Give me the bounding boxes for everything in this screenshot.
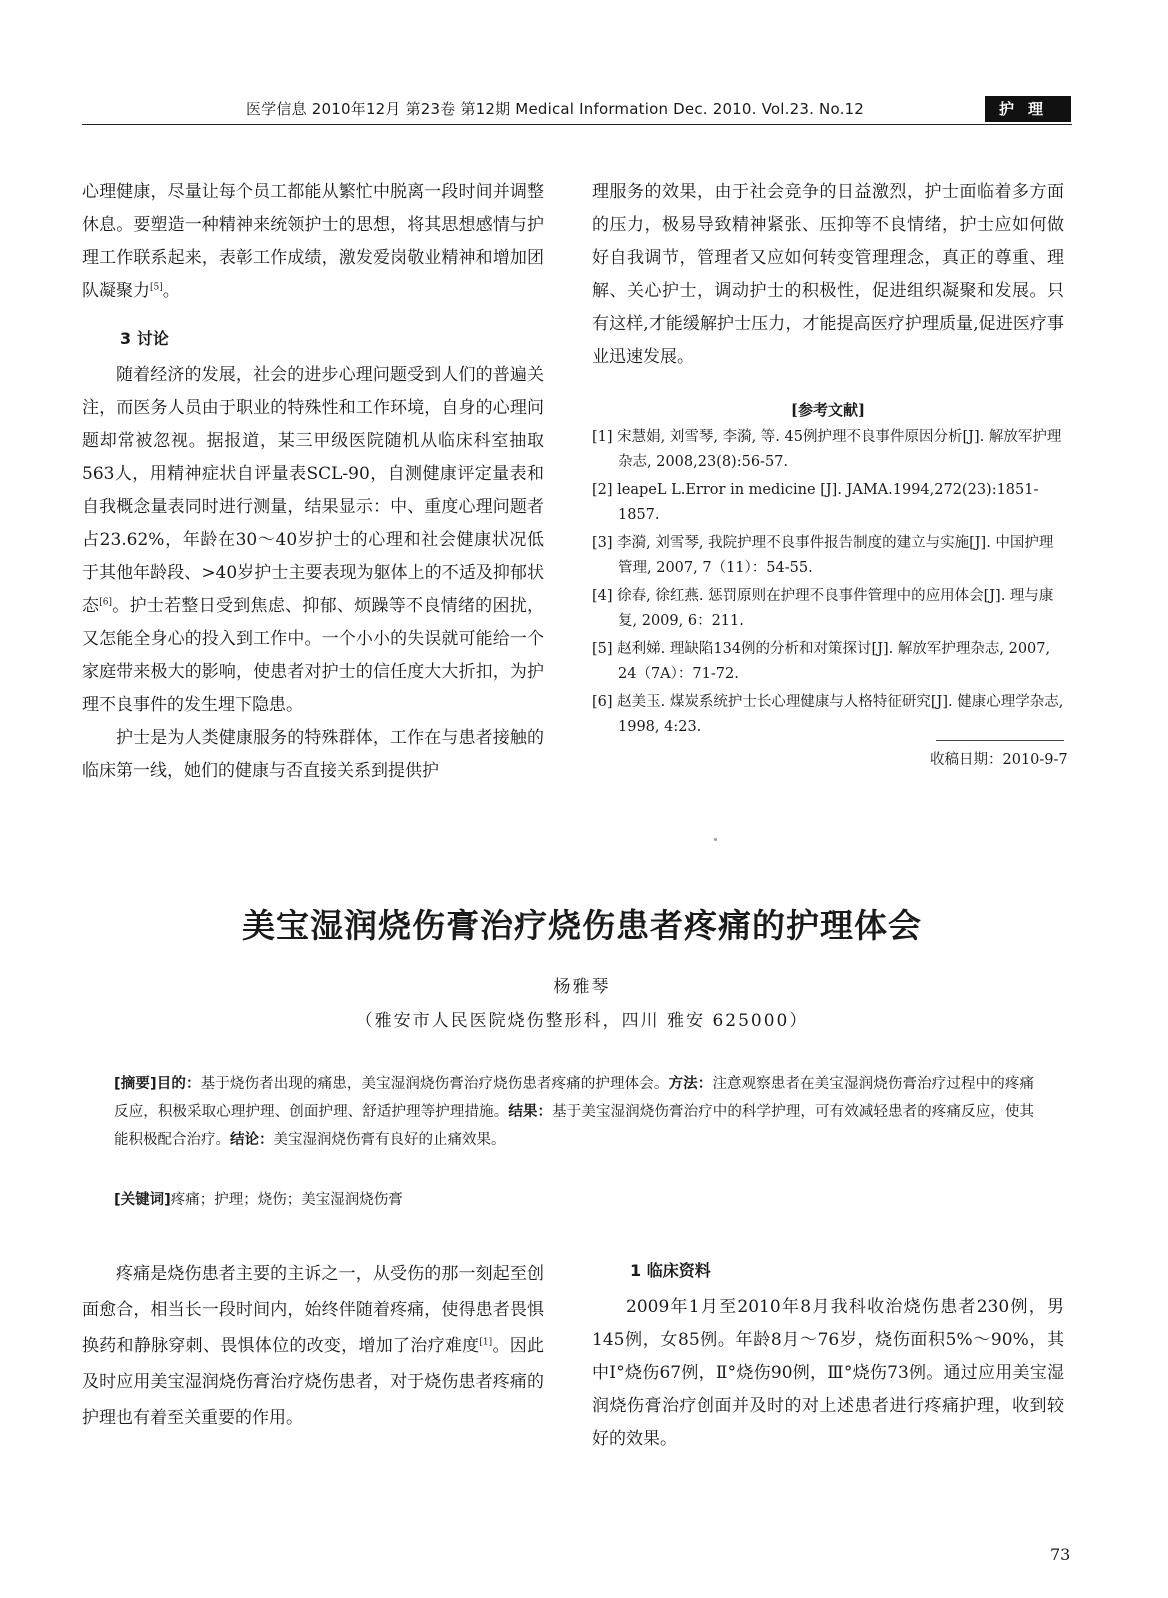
article-left-column — [82, 1256, 544, 1436]
prev-left-column — [82, 176, 544, 788]
citation: [6] — [99, 597, 113, 608]
article-left-para1: 疼痛是烧伤患者主要的主诉之一，从受伤的那一刻起至创面愈合，相当长一段时间内，始终伴随着疼痛，使得患者畏惧换药和静脉穿刺、畏惧体位的改变，增加了治疗难度[1]。因此及时应用美宝湿润烧伤膏治疗烧伤患者，对于烧伤患者疼痛的护理也有着至关重要的作用。 — [82, 1264, 545, 1428]
abstract-method: 注意观察患者在美宝湿润烧伤膏治疗过程中的疼痛反应，积极采取心理护理、创面护理、舒适护理等护理措施。 — [114, 1076, 1035, 1120]
reference-item: [5] 赵利娣. 理缺陷134例的分析和对策探讨[J]. 解放军护理杂志, 2007, 24（7A）：71-72. — [592, 641, 1051, 682]
scan-mark — [714, 838, 717, 841]
reference-item: [6] 赵美玉. 煤炭系统护士长心理健康与人格特征研究[J]. 健康心理学杂志, 1998, 4:23. — [592, 694, 1064, 735]
received-rule — [936, 740, 1064, 741]
abstract-label: [摘要] — [114, 1076, 157, 1092]
section-badge: 护理 — [985, 96, 1071, 122]
page-number: 73 — [1050, 1545, 1071, 1564]
abstract-result: 基于美宝湿润烧伤膏治疗中的科学护理，可有效减轻患者的疼痛反应，使其能积极配合治疗。 — [114, 1104, 1035, 1148]
reference-item: [1] 宋慧娟, 刘雪琴, 李漪, 等. 45例护理不良事件原因分析[J]. 解放军护理杂志, 2008,23(8):56-57. — [592, 429, 1062, 470]
received-date: 收稿日期：2010-9-7 — [930, 752, 1068, 768]
reference-item: [4] 徐春, 徐红燕. 惩罚原则在护理不良事件管理中的应用体会[J]. 理与康复, 2009, 6：211. — [592, 588, 1054, 629]
citation: [5] — [150, 282, 163, 293]
prev-left-para1: 心理健康，尽量让每个员工都能从繁忙中脱离一段时间并调整休息。要塑造一种精神来统领护士的思想，将其思想感情与护理工作联系起来，表彰工作成绩，激发爱岗敬业精神和增加团队凝聚力[5]。 — [82, 182, 544, 301]
abstract-conclusion: 美宝湿润烧伤膏有良好的止痛效果。 — [273, 1132, 506, 1148]
abstract-conclusion-label: 结论： — [230, 1132, 274, 1148]
prev-right-para1: 理服务的效果，由于社会竞争的日益激烈，护士面临着多方面的压力，极易导致精神紧张、压抑等不良情绪，护士应如何做好自我调节，管理者又应如何转变管理理念，真正的尊重、理解、关心护士，调动护士的积极性，促进组织凝聚和发展。只有这样,才能缓解护士压力，才能提高医疗护理质量,促进医疗事业迅速发展。 — [592, 182, 1064, 367]
references-title: [参考文献] — [790, 401, 866, 419]
abstract-objective: 基于烧伤者出现的痛患，美宝湿润烧伤膏治疗烧伤患者疼痛的护理体会。 — [200, 1076, 669, 1092]
abstract-objective-label: 目的： — [156, 1076, 201, 1092]
keywords — [114, 1186, 1034, 1214]
citation: [1] — [479, 1337, 493, 1348]
article-title: 美宝湿润烧伤膏治疗烧伤患者疼痛的护理体会 — [242, 906, 922, 945]
references — [592, 398, 1064, 743]
keywords-label: [关键词] — [114, 1192, 171, 1208]
abstract — [114, 1070, 1034, 1154]
article-right-para1: 2009年1月至2010年8月我科收治烧伤患者230例，男145例，女85例。年龄8月～76岁，烧伤面积5%～90%，其中Ⅰ°烧伤67例，Ⅱ°烧伤90例，Ⅲ°烧伤73例。通过应用美宝湿润烧伤膏治疗创面并及时的对上述患者进行疼痛护理，收到较好的效果。 — [592, 1297, 1064, 1449]
article-affiliation: （雅安市人民医院烧伤整形科，四川 雅安 625000） — [355, 1011, 809, 1031]
prev-left-para2: 随着经济的发展，社会的进步心理问题受到人们的普遍关注，而医务人员由于职业的特殊性和工作环境，自身的心理问题却常被忽视。据报道，某三甲级医院随机从临床科室抽取563人，用精神症状自评量表SCL-90，自测健康评定量表和自我概念量表同时进行测量，结果显示：中、重度心理问题者占23.62%，年龄在30～40岁护士的心理和社会健康状况低于其他年龄段、>40岁护士主要表现为躯体上的不适及抑郁状态[6]。护士若整日受到焦虑、抑郁、烦躁等不良情绪的困扰，又怎能全身心的投入到工作中。一个小小的失误就可能给一个家庭带来极大的影响，使患者对护士的信任度大大折扣，为护理不良事件的发生埋下隐患。 — [82, 365, 545, 715]
header-rule — [82, 124, 1072, 125]
section-title-discussion: 3 讨论 — [120, 329, 169, 348]
abstract-result-label: 结果： — [508, 1104, 553, 1120]
section-title-clinical: 1 临床资料 — [630, 1261, 711, 1280]
article-right-column — [592, 1254, 1064, 1456]
reference-item: [3] 李漪, 刘雪琴, 我院护理不良事件报告制度的建立与实施[J]. 中国护理管理, 2007, 7（11）：54-55. — [592, 535, 1054, 576]
article-author: 杨雅琴 — [553, 977, 611, 997]
reference-item: [2] leapeL L.Error in medicine [J]. JAMA.1994,272(23):1851-1857. — [592, 482, 1039, 523]
prev-left-para3: 护士是为人类健康服务的特殊群体，工作在与患者接触的临床第一线，她们的健康与否直接关系到提供护 — [82, 728, 544, 781]
journal-header: 医学信息 2010年12月 第23卷 第12期 Medical Information Dec. 2010. Vol.23. No.12 — [246, 100, 865, 118]
abstract-method-label: 方法： — [668, 1076, 713, 1092]
prev-right-column — [592, 176, 1064, 374]
keywords-text: 疼痛；护理；烧伤；美宝湿润烧伤膏 — [170, 1192, 403, 1208]
